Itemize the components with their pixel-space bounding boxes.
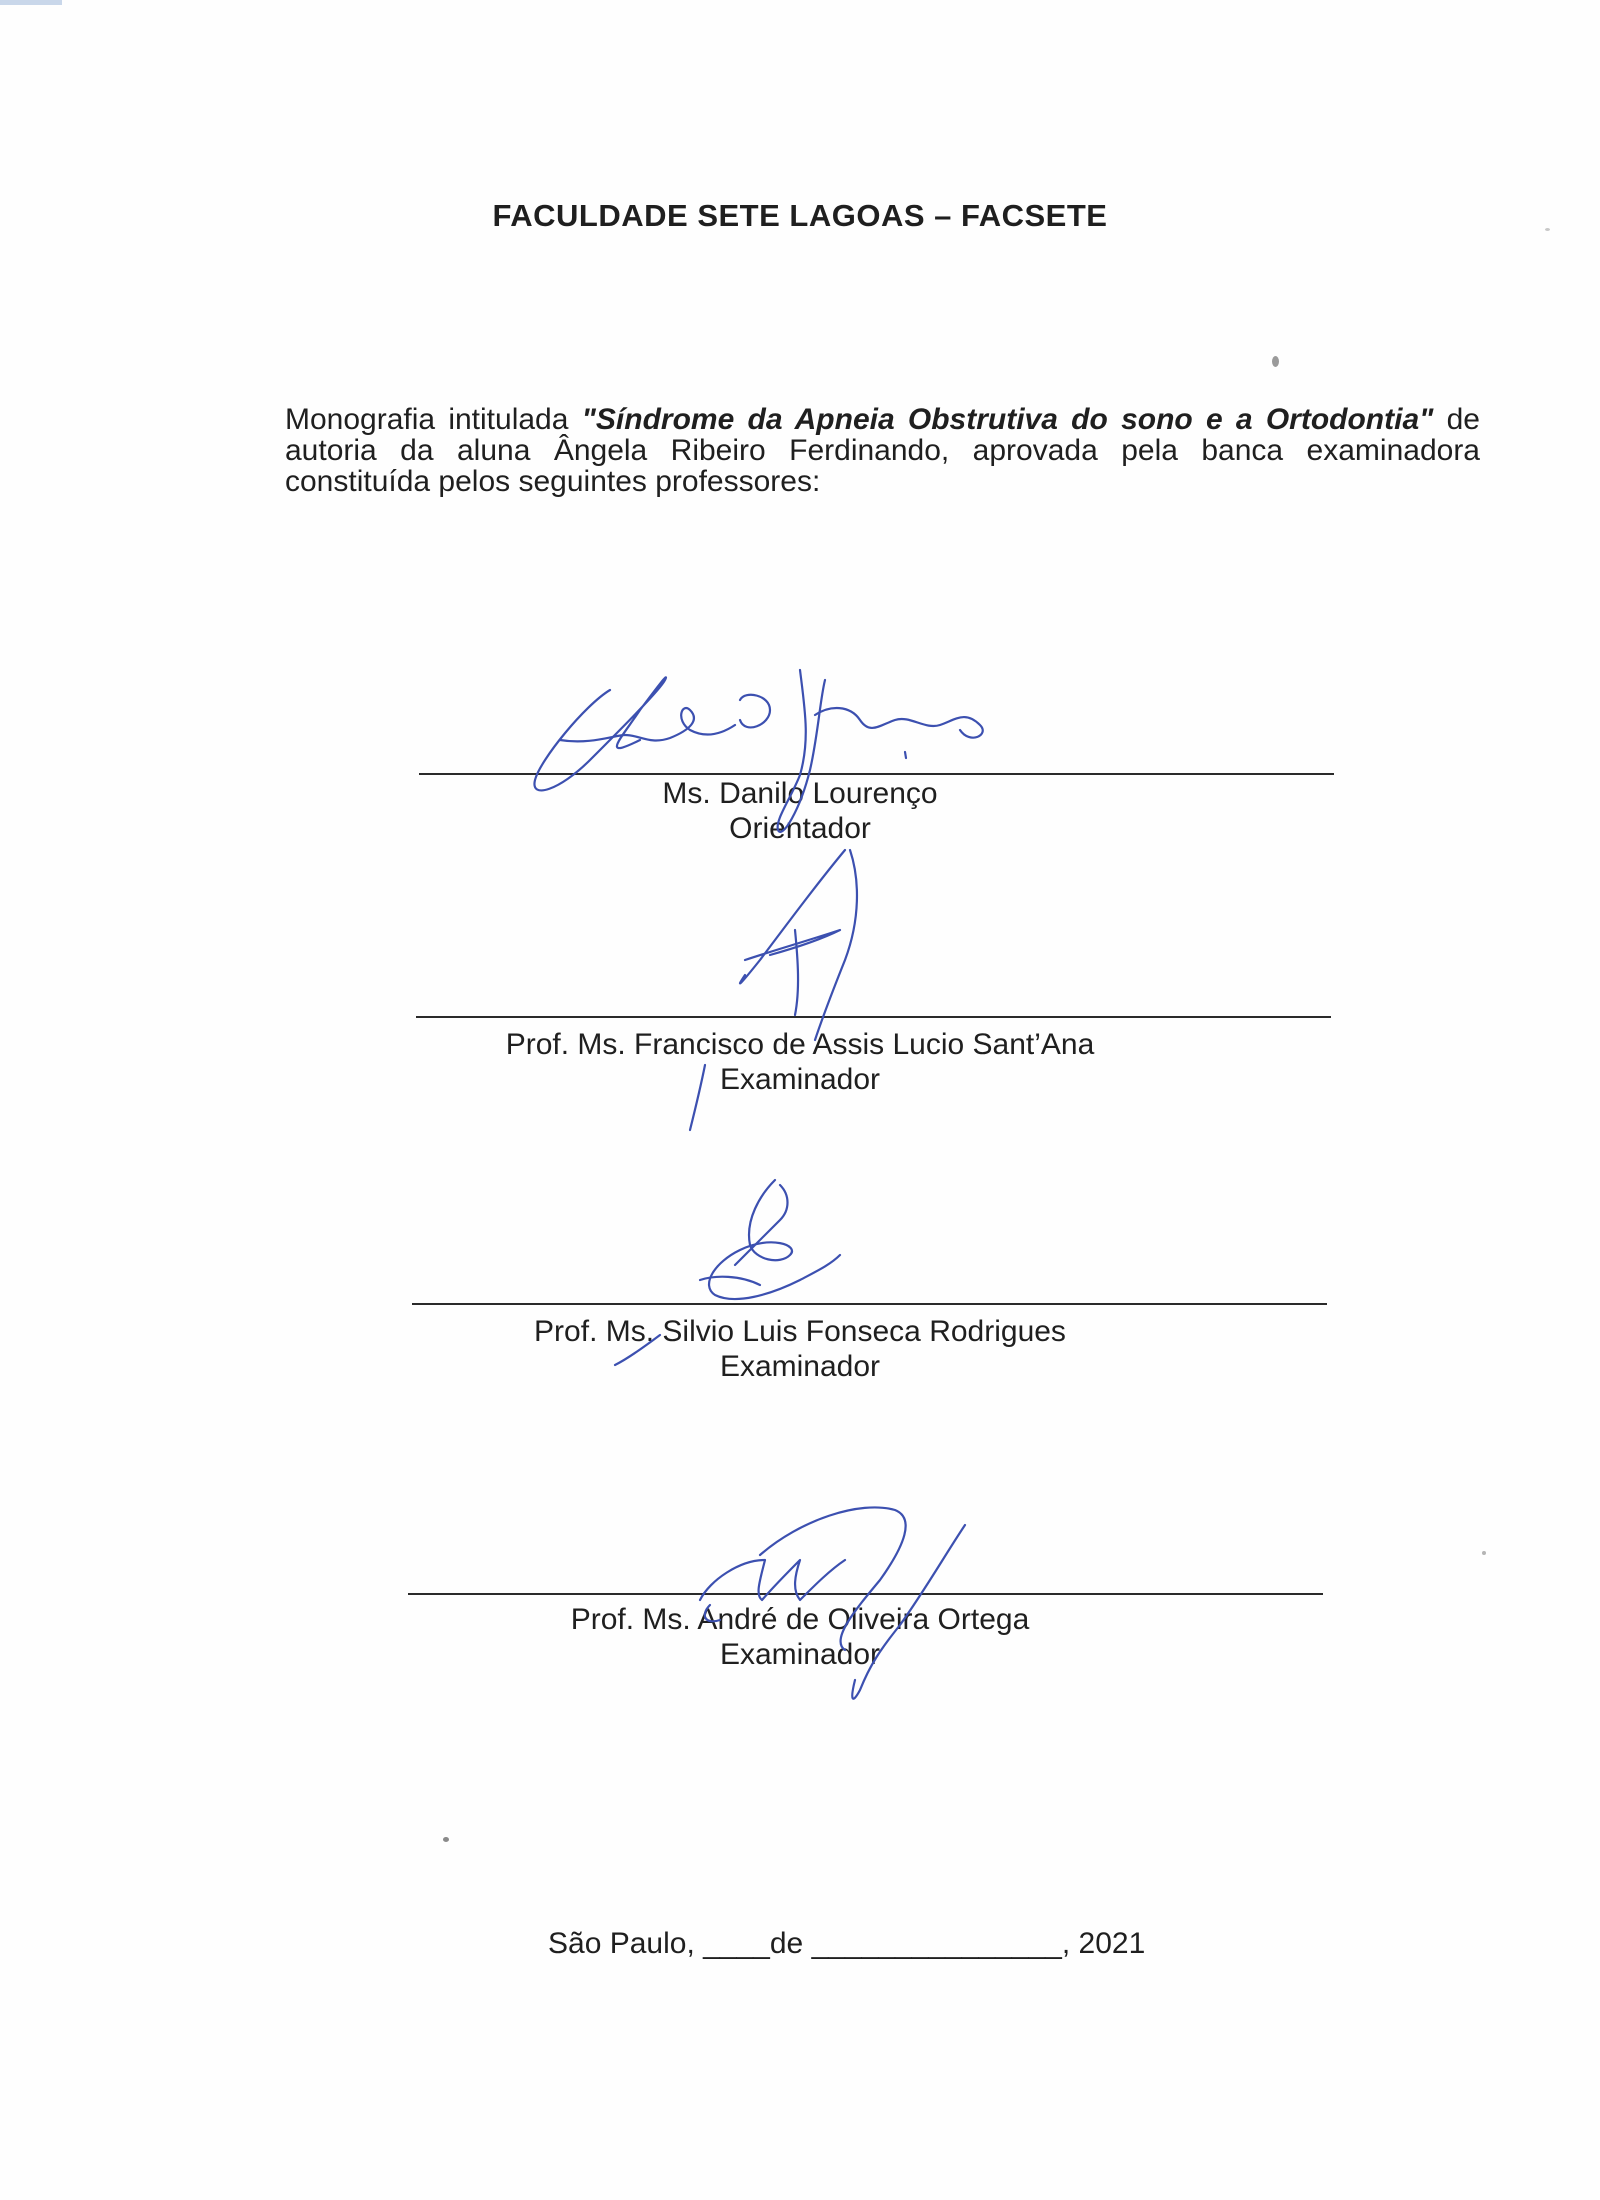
intro-suffix: de autoria da aluna Ângela Ribeiro Ferdinando, aprovada pela banca examinadora constituída pelos seguintes professores: xyxy=(285,403,1480,498)
scan-corner-mark xyxy=(0,0,62,5)
intro-prefix: Monografia intitulada xyxy=(285,403,582,436)
signature-date-line xyxy=(548,1927,1145,1961)
signature-line-examiner-1 xyxy=(416,1016,1331,1018)
signatory-role-examiner-3: Examinador xyxy=(719,1638,881,1671)
scan-speck xyxy=(1482,1551,1486,1555)
signatory-role-advisor: Orientador xyxy=(729,812,871,845)
signature-line-examiner-2 xyxy=(412,1303,1327,1305)
signatory-role-examiner-1: Examinador xyxy=(719,1063,881,1096)
footer-de: de xyxy=(769,1927,804,1960)
signatory-role-examiner-2: Examinador xyxy=(719,1350,881,1383)
footer-city: São Paulo, xyxy=(548,1927,695,1960)
signature-line-advisor xyxy=(419,773,1334,775)
scan-speck xyxy=(443,1837,449,1842)
footer-day-blank: ____ xyxy=(703,1927,770,1960)
signatory-name-examiner-1: Prof. Ms. Francisco de Assis Lucio Sant’Ana xyxy=(505,1028,1095,1061)
scan-speck xyxy=(1272,356,1279,367)
signature-line-examiner-3 xyxy=(408,1593,1323,1595)
signatory-name-examiner-2: Prof. Ms. Silvio Luis Fonseca Rodrigues xyxy=(534,1315,1066,1348)
scan-speck xyxy=(1545,228,1550,231)
footer-month-blank: _______________ xyxy=(811,1927,1062,1960)
institution-header: FACULDADE SETE LAGOAS – FACSETE xyxy=(492,198,1108,233)
footer-year: , 2021 xyxy=(1061,1927,1146,1960)
monograph-title: "Síndrome da Apneia Obstrutiva do sono e a Ortodontia" xyxy=(581,403,1434,436)
signatory-name-advisor: Ms. Danilo Lourenço xyxy=(662,777,938,810)
signatory-name-examiner-3: Prof. Ms. André de Oliveira Ortega xyxy=(570,1603,1030,1636)
intro-paragraph xyxy=(285,404,1480,497)
